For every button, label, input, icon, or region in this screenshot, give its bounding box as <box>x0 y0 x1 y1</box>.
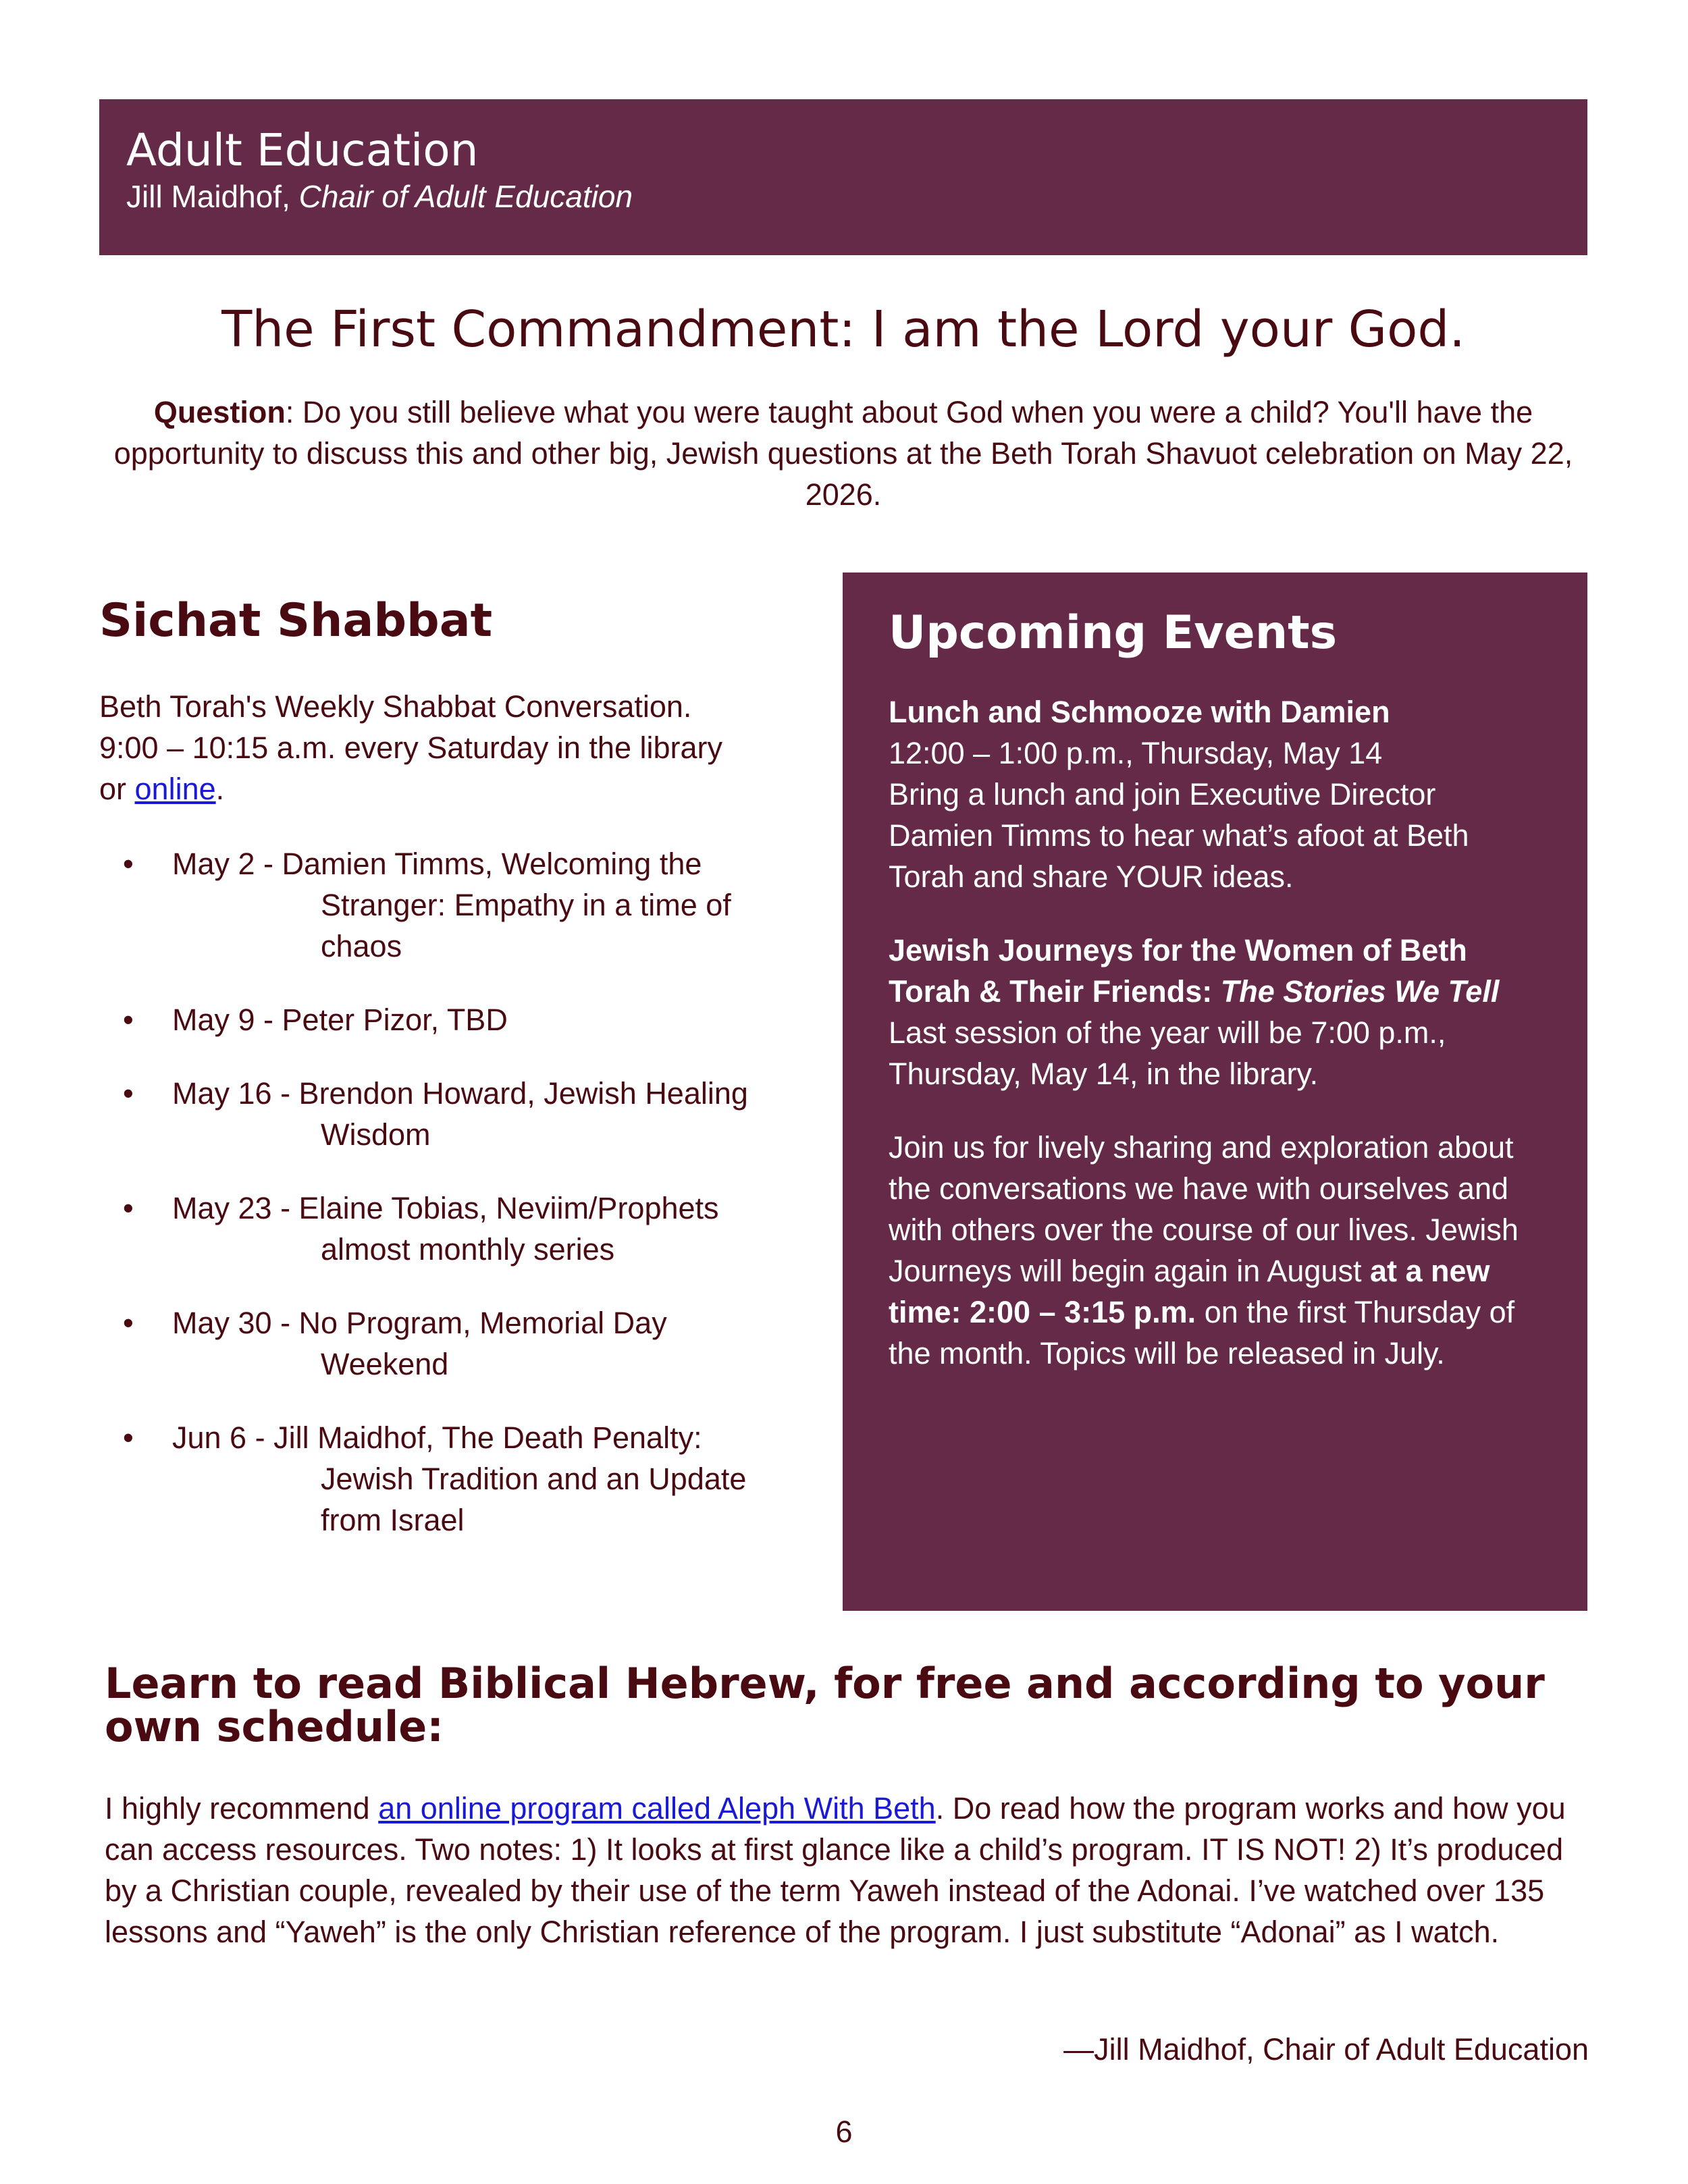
session-item <box>99 1073 828 1155</box>
sichat-desc-line1: Beth Torah's Weekly Shabbat Conversation. <box>99 689 692 724</box>
upcoming-events-box <box>843 572 1587 1611</box>
session-first-line: May 9 - Peter Pizor, TBD <box>172 1003 508 1037</box>
bullet-icon: • <box>123 847 134 881</box>
sichat-shabbat-heading: Sichat Shabbat <box>99 594 493 647</box>
session-first-line: May 2 - Damien Timms, Welcoming the <box>172 847 702 881</box>
byline-author: Jill Maidhof, <box>126 179 290 214</box>
page-number: 6 <box>835 2114 853 2149</box>
event-journeys-session: Last session of the year will be 7:00 p.m., Thursday, May 14, in the library. <box>889 1015 1446 1091</box>
session-item <box>99 1188 828 1270</box>
session-continuation-line: Jewish Tradition and an Update <box>321 1462 747 1496</box>
session-first-line: May 16 - Brendon Howard, Jewish Healing <box>172 1076 748 1111</box>
hebrew-paragraph <box>105 1788 1590 1952</box>
session-item <box>99 999 828 1040</box>
byline-role: Chair of Adult Education <box>298 179 633 214</box>
section-title: Adult Education <box>126 124 479 176</box>
question-paragraph <box>99 392 1587 515</box>
event-journeys <box>889 930 1547 1094</box>
commandment-heading: The First Commandment: I am the Lord your God. <box>221 300 1465 358</box>
question-label: Question <box>153 395 286 429</box>
event-journeys-desc-2: on the first Thursday of the month. Topics will be released in July. <box>889 1295 1515 1370</box>
bullet-icon: • <box>123 1191 134 1225</box>
bullet-icon: • <box>123 1420 134 1455</box>
section-header-banner <box>99 99 1587 255</box>
session-first-line: May 30 - No Program, Memorial Day <box>172 1306 667 1340</box>
sichat-desc-or: or <box>99 772 127 806</box>
event-lunch-time: 12:00 – 1:00 p.m., Thursday, May 14 <box>889 736 1383 770</box>
event-journeys-description <box>889 1127 1547 1374</box>
bullet-icon: • <box>123 1076 134 1111</box>
event-journeys-title-text: Jewish Journeys for the Women of Beth Torah & Their Friends: <box>889 933 1467 1009</box>
hebrew-body-rest: . Do read how the program works and how you can access resources. Two notes: 1) It looks at first glance like a child’s program. IT IS NOT! 2) It’s produced by a Christian couple, revealed by their use of the term Yaweh instead of the Adonai. I’ve watched over 135 lessons and “Yaweh” is the only Christian reference of the program. I just substitute “Adonai” as I watch. <box>105 1791 1566 1949</box>
aleph-with-beth-link[interactable]: an online program called Aleph With Beth <box>378 1791 936 1826</box>
signature: —Jill Maidhof, Chair of Adult Education <box>1063 2032 1589 2067</box>
session-item <box>99 1417 828 1541</box>
event-journeys-desc-1: Join us for lively sharing and exploration about the conversations we have with ourselves and with others over the course of our lives. Jewish Journeys will begin again in August <box>889 1130 1519 1288</box>
event-lunch-title: Lunch and Schmooze with Damien <box>889 695 1390 729</box>
session-list <box>99 843 828 1541</box>
session-first-line: Jun 6 - Jill Maidhof, The Death Penalty: <box>172 1420 702 1455</box>
session-continuation-line: Stranger: Empathy in a time of <box>321 888 731 922</box>
hebrew-heading: Learn to read Biblical Hebrew, for free and according to your own schedule: <box>105 1659 1545 1751</box>
session-continuation-line: chaos <box>321 929 402 963</box>
session-continuation-line: almost monthly series <box>321 1232 615 1267</box>
event-lunch <box>889 691 1547 897</box>
session-continuation-line: Weekend <box>321 1347 449 1381</box>
upcoming-events-heading: Upcoming Events <box>889 606 1338 660</box>
section-byline <box>126 178 1587 215</box>
bullet-icon: • <box>123 1306 134 1340</box>
sichat-desc-line2: 9:00 – 10:15 a.m. every Saturday in the library <box>99 730 723 765</box>
session-item <box>99 1302 828 1385</box>
question-text: : Do you still believe what you were taught about God when you were a child? You'll have the opportunity to discuss this and other big, Jewish questions at the Beth Torah Shavuot celebration on May 22, 2026. <box>113 395 1573 512</box>
session-continuation-line: from Israel <box>321 1503 465 1537</box>
sichat-shabbat-column <box>99 594 828 1573</box>
bullet-icon: • <box>123 1003 134 1037</box>
hebrew-body-start: I highly recommend <box>105 1791 370 1826</box>
online-link[interactable]: online <box>134 772 216 806</box>
event-journeys-title <box>889 930 1547 1012</box>
session-item <box>99 843 828 967</box>
event-journeys-title-italic: The Stories We Tell <box>1220 974 1500 1009</box>
event-lunch-desc: Bring a lunch and join Executive Director Damien Timms to hear what’s afoot at Beth Torah and share YOUR ideas. <box>889 777 1469 894</box>
event-journeys-desc-bold: at a new time: 2:00 – 3:15 p.m. <box>889 1254 1490 1329</box>
session-first-line: May 23 - Elaine Tobias, Neviim/Prophets <box>172 1191 719 1225</box>
session-continuation-line: Wisdom <box>321 1117 431 1152</box>
sichat-desc-end: . <box>215 772 225 806</box>
sichat-description <box>99 686 828 809</box>
